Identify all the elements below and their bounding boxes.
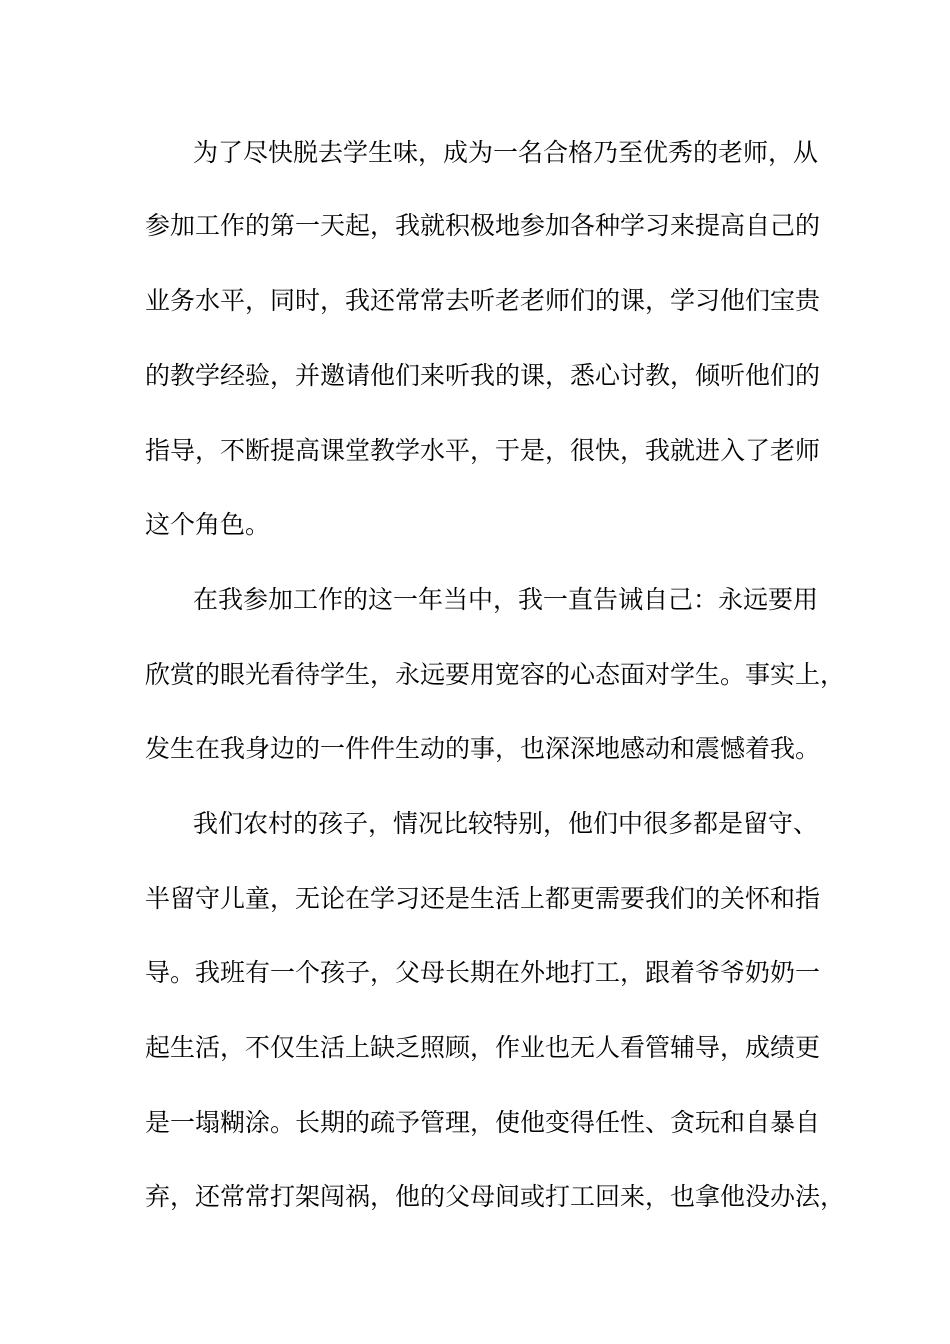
paragraph-3-line-2: 半留守儿童，无论在学习还是生活上都更需要我们的关怀和指 bbox=[145, 884, 821, 913]
paragraph-1-line-4: 的教学经验，并邀请他们来听我的课，悉心讨教，倾听他们的 bbox=[145, 361, 821, 390]
paragraph-3-line-3: 导。我班有一个孩子，父母长期在外地打工，跟着爷爷奶奶一 bbox=[145, 958, 821, 987]
paragraph-1-line-1: 为了尽快脱去学生味，成为一名合格乃至优秀的老师，从 bbox=[193, 138, 819, 167]
paragraph-2-line-2: 欣赏的眼光看待学生，永远要用宽容的心态面对学生。事实上， bbox=[145, 660, 846, 689]
paragraph-3-line-5: 是一塌糊涂。长期的疏予管理，使他变得任性、贪玩和自暴自 bbox=[145, 1108, 821, 1137]
paragraph-1-line-5: 指导，不断提高课堂教学水平，于是，很快，我就进入了老师 bbox=[145, 436, 821, 465]
paragraph-2-line-1: 在我参加工作的这一年当中，我一直告诫自己：永远要用 bbox=[193, 585, 819, 614]
paragraph-2-line-3: 发生在我身边的一件件生动的事，也深深地感动和震憾着我。 bbox=[145, 734, 821, 763]
paragraph-1-line-6: 这个角色。 bbox=[145, 510, 271, 539]
paragraph-1-line-2: 参加工作的第一天起，我就积极地参加各种学习来提高自己的 bbox=[145, 211, 821, 240]
paragraph-3-line-1: 我们农村的孩子，情况比较特别，他们中很多都是留守、 bbox=[193, 809, 819, 838]
paragraph-3-line-6: 弃，还常常打架闯祸，他的父母间或打工回来，也拿他没办法， bbox=[145, 1182, 846, 1211]
paragraph-3-line-4: 起生活，不仅生活上缺乏照顾，作业也无人看管辅导，成绩更 bbox=[145, 1033, 821, 1062]
paragraph-1-line-3: 业务水平，同时，我还常常去听老老师们的课，学习他们宝贵 bbox=[145, 286, 821, 315]
